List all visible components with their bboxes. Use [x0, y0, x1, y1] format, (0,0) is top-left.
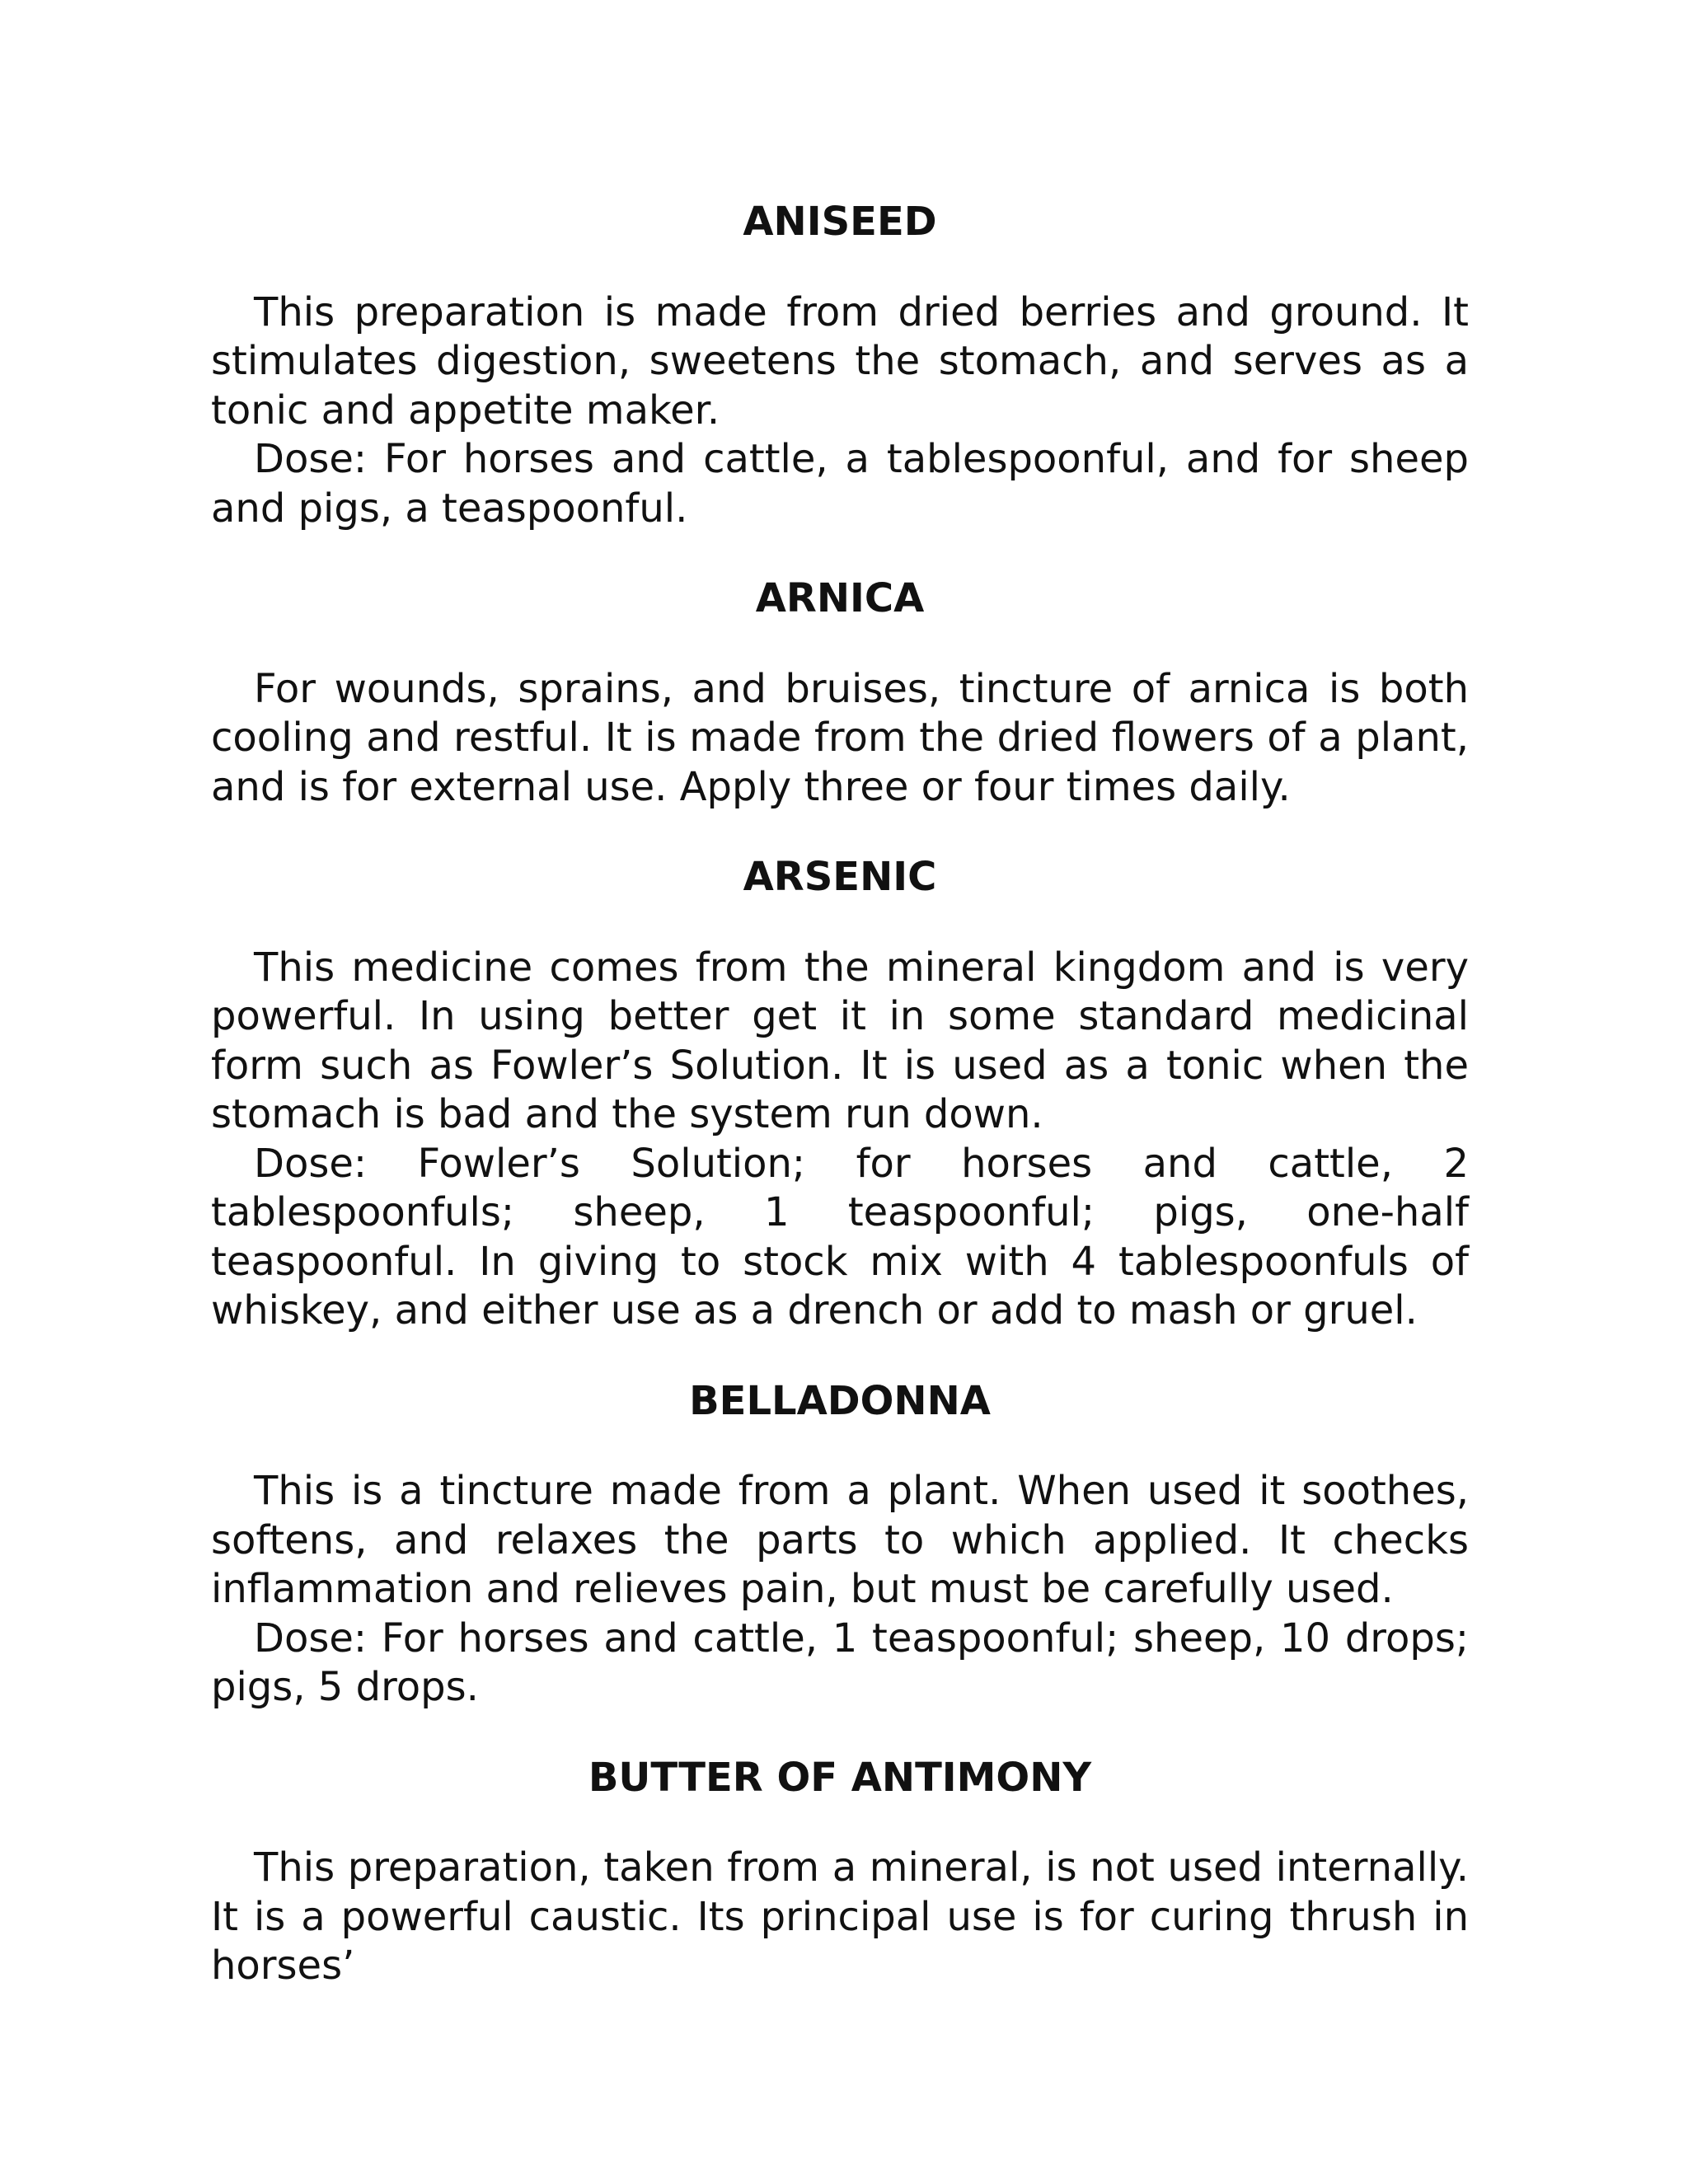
section-belladonna [211, 1377, 1469, 1713]
section-heading: BUTTER OF ANTIMONY [588, 1754, 1092, 1801]
section-aniseed [211, 198, 1469, 533]
section-butter-of-antimony [211, 1754, 1469, 1991]
section-heading: ARSENIC [743, 854, 937, 900]
body-paragraph: This is a tincture made from a plant. When used it soothes, softens, and relaxes the parts to which applied. It checks inflammation and relieves pain, but must be carefully used. [211, 1468, 1469, 1612]
body-paragraph: This preparation is made from dried berries and ground. It stimulates digestion, sweetens the stomach, and serves as a tonic and appetite maker. [211, 288, 1469, 434]
dose-paragraph: Dose: For horses and cattle, 1 teaspoonful; sheep, 10 drops; pigs, 5 drops. [211, 1615, 1469, 1710]
section-heading: ANISEED [743, 199, 937, 245]
section-arsenic [211, 853, 1469, 1336]
section-heading: ARNICA [755, 575, 925, 621]
dose-paragraph: Dose: Fowler’s Solution; for horses and cattle, 2 tablespoonfuls; sheep, 1 teaspoonful; pigs, one-half teaspoonful. In giving to stock mix with 4 tablespoonfuls of whiskey, and either use as a drench or add to mash or gruel. [211, 1140, 1469, 1333]
section-heading: BELLADONNA [689, 1377, 991, 1424]
dose-paragraph: Dose: For horses and cattle, a tablespoonful, and for sheep and pigs, a teaspoonful. [211, 436, 1469, 532]
section-arnica [211, 574, 1469, 812]
body-paragraph: For wounds, sprains, and bruises, tincture of arnica is both cooling and restful. It is made from the dried flowers of a plant, and is for external use. Apply three or four times daily. [211, 665, 1469, 810]
body-paragraph: This preparation, taken from a mineral, is not used internally. It is a powerful caustic. Its principal use is for curing thrush in horses’ [211, 1844, 1469, 1989]
body-paragraph: This medicine comes from the mineral kingdom and is very powerful. In using better get it in some standard medicinal form such as Fowler’s Solution. It is used as a tonic when the stomach is bad and the system run down. [211, 944, 1469, 1137]
document-page [211, 198, 1469, 2032]
